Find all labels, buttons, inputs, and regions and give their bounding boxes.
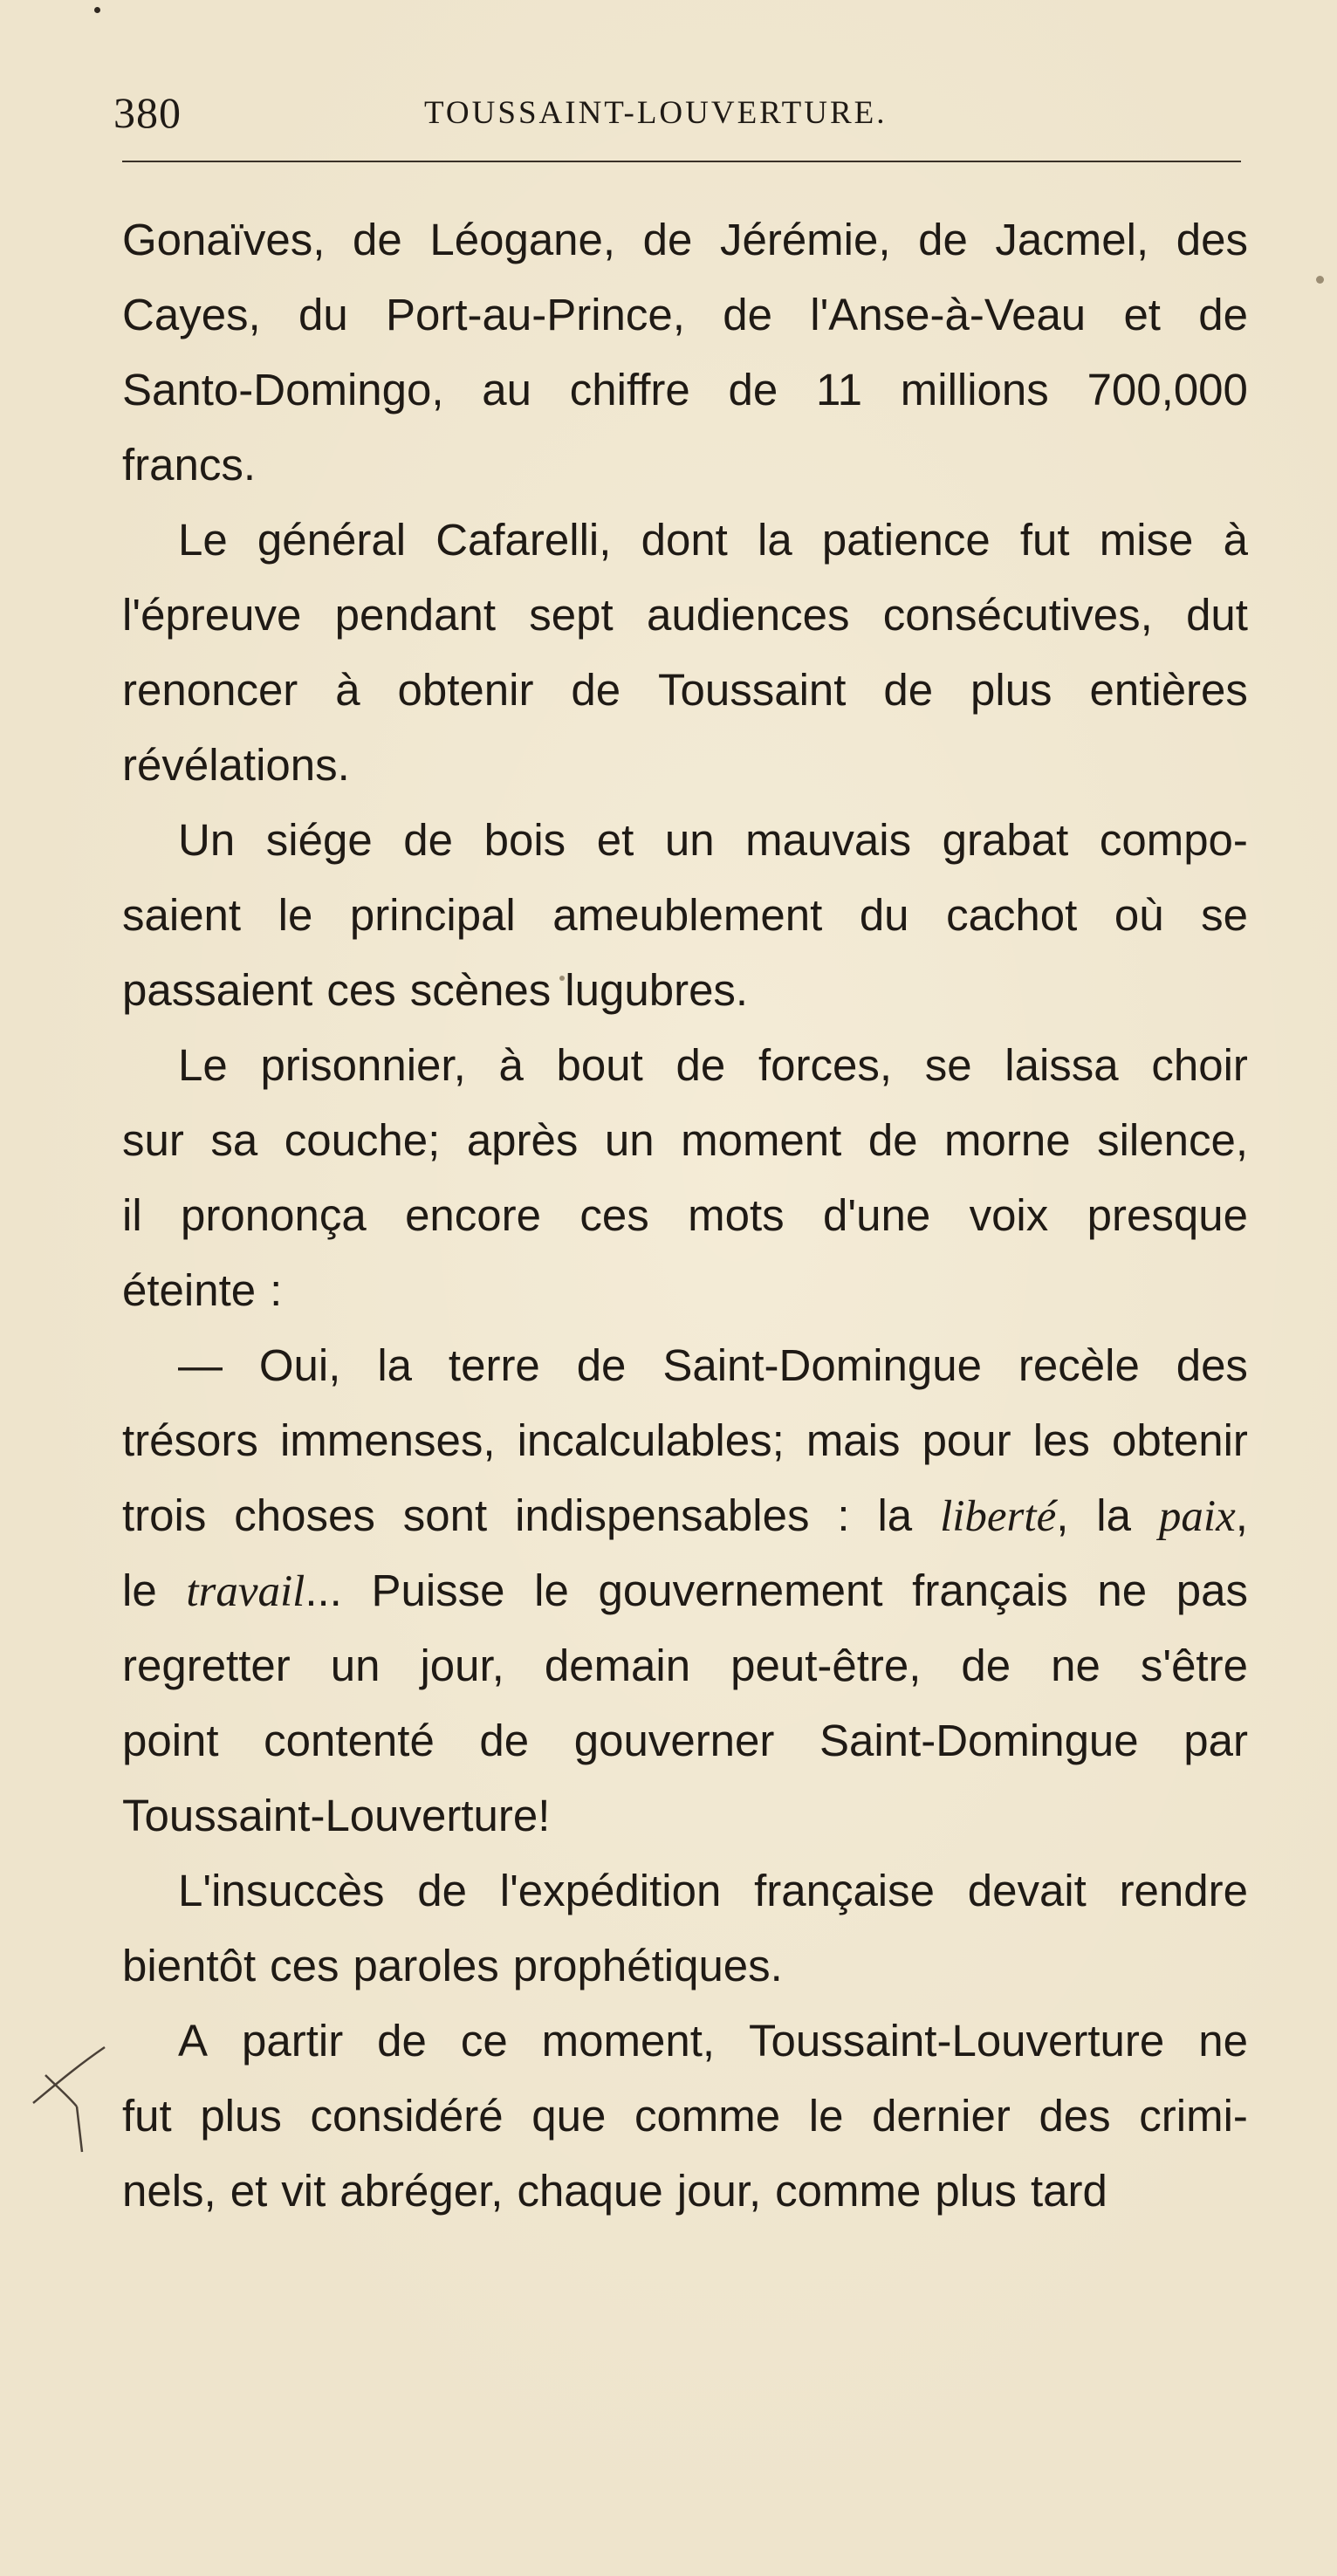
word: Le [178,1040,228,1090]
word: ces [270,1941,339,1990]
word: recèle [1018,1340,1140,1390]
text-line [122,2154,1248,2229]
word: sont [402,1490,488,1540]
word: Léogane, [429,215,616,264]
word: de [571,665,621,715]
word: saient [122,890,242,940]
word: comme [634,2091,781,2141]
word: plus [970,665,1052,715]
word: silence, [1097,1115,1248,1165]
word: — [178,1340,223,1390]
word: l'expédition [499,1866,722,1915]
text-line [122,503,1248,578]
word: pas [1176,1565,1248,1615]
word: mauvais [745,815,912,865]
word: scènes [409,965,552,1015]
word: dont [641,515,728,565]
text-line [122,803,1248,878]
text-line [122,953,1248,1028]
text-line [122,1028,1248,1103]
word: la [1096,1490,1131,1540]
text-line [122,1628,1248,1703]
paragraph [122,2004,1248,2229]
word: mais [806,1415,901,1465]
word: encore [405,1190,542,1240]
word: s'être [1140,1641,1248,1690]
paragraph [122,503,1248,803]
text-line [122,578,1248,653]
word: sept [529,590,614,640]
text-line [122,1403,1248,1478]
word: mise [1099,515,1194,565]
text-line [122,728,1248,803]
word: demain [544,1641,691,1690]
word: : [270,1265,283,1315]
text-line [122,428,1248,503]
word: millions [900,365,1049,414]
word: Toussaint-Louverture! [122,1791,551,1840]
word: passaient [122,965,313,1015]
body-text [122,202,1248,2229]
word: consécutives, [882,590,1153,640]
word: de [867,1115,918,1165]
word: de [1198,290,1248,339]
word: incalculables; [517,1415,785,1465]
word: Puisse [371,1565,505,1615]
word: bois [483,815,566,865]
text-line [122,1703,1248,1778]
word: de [918,215,968,264]
word: Cafarelli, [435,515,612,565]
word: un [664,815,715,865]
word: un [604,1115,655,1165]
word: contenté [264,1716,435,1765]
word: laissa [1004,1040,1119,1090]
word: Un [178,815,236,865]
text-line [122,353,1248,428]
word: paroles [353,1941,499,1990]
word: partir [241,2016,344,2066]
word: 11 [816,365,862,414]
text-line [122,1478,1248,1553]
word: et [1123,290,1161,339]
word: tard [1030,2166,1107,2216]
word: le [808,2091,844,2141]
word: les [1032,1415,1090,1465]
word: audiences [646,590,850,640]
word: considéré [310,2091,504,2141]
text-line [122,2079,1248,2154]
word: prisonnier, [260,1040,466,1090]
word: la [377,1340,413,1390]
word: d'une [823,1190,931,1240]
word: francs. [122,440,257,490]
word: du [859,890,909,940]
word: par [1183,1716,1248,1765]
page-number: 380 [113,88,182,137]
word: Saint-Domingue [819,1716,1139,1765]
word: paix, [1158,1490,1248,1541]
header-rule [122,161,1241,162]
word: chiffre [569,365,690,414]
word: bientôt [122,1941,257,1990]
word: presque [1087,1190,1248,1240]
word: dernier [872,2091,1011,2141]
word: des [1176,1340,1248,1390]
word: chaque [517,2166,663,2216]
word: rendre [1119,1866,1248,1915]
word: un [330,1641,381,1690]
word: Santo-Domingo, [122,365,444,414]
word: regretter [122,1641,291,1690]
word: forces, [758,1040,892,1090]
word: de [576,1340,627,1390]
word: où [1114,890,1164,940]
word: ameublement [552,890,823,940]
word: prophétiques. [512,1941,783,1990]
word: se [924,1040,972,1090]
word: de [723,290,772,339]
word: de [675,1040,726,1090]
word: comme [775,2166,922,2216]
word: gouvernement [598,1565,883,1615]
word: principal [349,890,516,940]
word: révélations. [122,740,350,790]
word: le [534,1565,569,1615]
word: Saint-Domingue [662,1340,983,1390]
word: choses [234,1490,375,1540]
paragraph [122,1028,1248,1328]
word: ces [326,965,396,1015]
word: patience [821,515,991,565]
word: voix [969,1190,1049,1240]
word: ne [1097,1565,1148,1615]
word: cachot [946,890,1078,940]
word: plus [200,2091,282,2141]
word: Toussaint-Louverture [749,2016,1165,2066]
word: compo- [1099,815,1248,865]
word: de [961,1641,1011,1690]
word: renoncer [122,665,298,715]
word: entières [1089,665,1248,715]
word: la [758,515,792,565]
word: de [479,1716,530,1765]
word: pour [922,1415,1011,1465]
word: le [278,890,313,940]
word: fut [122,2091,172,2141]
word: mots [688,1190,785,1240]
text-line [122,1929,1248,2004]
word: Le [178,515,228,565]
word: ne [1051,1641,1100,1690]
text-line [122,1553,1248,1628]
word: au [482,365,532,414]
word: Jacmel, [995,215,1149,264]
text-line [122,1853,1248,1929]
word: bout [556,1040,643,1090]
text-line [122,1103,1248,1178]
word: française [754,1866,936,1915]
word: point [122,1716,219,1765]
word: liberté, [940,1490,1069,1541]
word: général [257,515,407,565]
word: français [912,1565,1068,1615]
text-line [122,653,1248,728]
word: jour, [676,2166,762,2216]
word: vit [281,2166,326,2216]
word: peut-être, [730,1641,922,1690]
word: sa [210,1115,258,1165]
word: grabat [942,815,1069,865]
word: ces [579,1190,649,1240]
paper-speck [94,7,100,13]
word: choir [1151,1040,1248,1090]
word: de [377,2016,427,2066]
word: travail... [186,1565,342,1616]
word: Oui, [258,1340,341,1390]
word: couche; [284,1115,441,1165]
word: obtenir [397,665,534,715]
word: A [178,2016,209,2066]
word: indispensables [515,1490,810,1540]
text-line [122,878,1248,953]
word: pendant [334,590,497,640]
word: terre [448,1340,540,1390]
word: jour, [420,1641,504,1690]
word: il [122,1190,142,1240]
word: lugubres. [565,965,749,1015]
word: obtenir [1111,1415,1248,1465]
text-line [122,1328,1248,1403]
word: ne [1198,2016,1248,2066]
text-line [122,1778,1248,1853]
paragraph [122,1328,1248,1853]
word: sur [122,1115,184,1165]
paragraph [122,1853,1248,2004]
word: L'insuccès [178,1866,385,1915]
word: de [642,215,693,264]
word: trois [122,1490,207,1540]
word: siége [265,815,373,865]
word: des [1039,2091,1111,2141]
text-line [122,2004,1248,2079]
word: dut [1186,590,1248,640]
word: abréger, [339,2166,504,2216]
text-line [122,277,1248,353]
word: l'Anse-à-Veau [810,290,1087,339]
word: Gonaïves, [122,215,326,264]
word: à [498,1040,524,1090]
word: éteinte [122,1265,257,1315]
word: 700,000 [1087,365,1248,414]
handwritten-x-mark-icon [26,2033,113,2155]
word: de [403,815,454,865]
paper-speck [1316,276,1324,284]
word: du [298,290,348,339]
page-header [110,80,1241,141]
word: que [531,2091,607,2141]
word: Toussaint [657,665,847,715]
word: le [122,1565,157,1615]
word: de [353,215,402,264]
word: trésors [122,1415,258,1465]
word: des [1176,215,1248,264]
word: et [230,2166,268,2216]
word: après [466,1115,579,1165]
word: crimi- [1139,2091,1248,2141]
word: la [877,1490,913,1540]
word: plus [935,2166,1017,2216]
word: de [883,665,934,715]
word: l'épreuve [122,590,302,640]
word: à [335,665,360,715]
paper-speck [559,976,565,981]
paragraph [122,202,1248,503]
word: de [728,365,778,414]
word: : [837,1490,850,1540]
word: gouverner [573,1716,775,1765]
word: et [596,815,634,865]
word: morne [944,1115,1071,1165]
word: immenses, [279,1415,496,1465]
running-title: TOUSSAINT-LOUVERTURE. [424,95,888,131]
word: de [417,1866,467,1915]
text-line [122,1178,1248,1253]
word: moment, [541,2016,716,2066]
word: fut [1019,515,1070,565]
paragraph [122,803,1248,1028]
word: ce [460,2016,508,2066]
word: moment [681,1115,842,1165]
word: nels, [122,2166,216,2216]
word: Jérémie, [719,215,891,264]
word: se [1201,890,1248,940]
word: devait [967,1866,1087,1915]
text-line [122,1253,1248,1328]
word: prononça [181,1190,367,1240]
word: Port-au-Prince, [386,290,685,339]
text-line [122,202,1248,277]
word: à [1223,515,1248,565]
word: Cayes, [122,290,261,339]
